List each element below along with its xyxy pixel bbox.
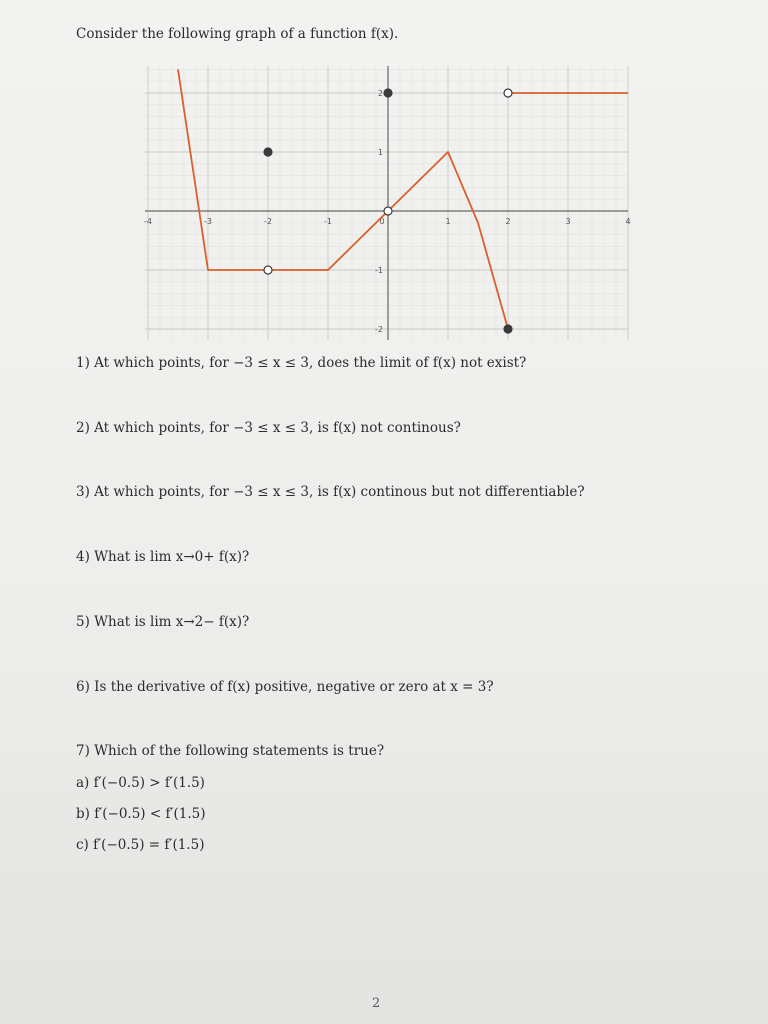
open-point bbox=[504, 89, 512, 97]
question-3: 3) At which points, for −3 ≤ x ≤ 3, is f(x) continous but not differentiable? bbox=[76, 484, 585, 500]
filled-point bbox=[264, 148, 272, 156]
option-b: b) f′(−0.5) < f′(1.5) bbox=[76, 806, 206, 822]
x-tick-label: -2 bbox=[264, 217, 272, 226]
y-tick-label: -1 bbox=[375, 266, 383, 275]
question-6: 6) Is the derivative of f(x) positive, negative or zero at x = 3? bbox=[76, 679, 494, 695]
x-tick-label: 2 bbox=[505, 217, 511, 226]
x-tick-label: 1 bbox=[445, 217, 451, 226]
question-4: 4) What is lim x→0+ f(x)? bbox=[76, 549, 250, 565]
question-5: 5) What is lim x→2− f(x)? bbox=[76, 614, 250, 630]
page-title: Consider the following graph of a function f(x). bbox=[76, 26, 399, 42]
function-graph bbox=[0, 0, 768, 360]
y-tick-label: 2 bbox=[377, 89, 383, 98]
question-7: 7) Which of the following statements is true? bbox=[76, 743, 385, 759]
question-1: 1) At which points, for −3 ≤ x ≤ 3, does the limit of f(x) not exist? bbox=[76, 355, 527, 371]
axes bbox=[145, 66, 631, 340]
option-c: c) f′(−0.5) = f′(1.5) bbox=[76, 837, 205, 853]
grid-minor bbox=[145, 66, 631, 340]
y-tick-label: 1 bbox=[377, 148, 383, 157]
open-point bbox=[264, 266, 272, 274]
x-tick-label: 3 bbox=[565, 217, 571, 226]
filled-point bbox=[504, 325, 512, 333]
x-tick-label: -3 bbox=[204, 217, 212, 226]
x-tick-label: 4 bbox=[625, 217, 631, 226]
grid-major bbox=[145, 66, 631, 340]
question-2: 2) At which points, for −3 ≤ x ≤ 3, is f(x) not continous? bbox=[76, 420, 461, 436]
filled-point bbox=[384, 89, 392, 97]
page-number: 2 bbox=[372, 996, 381, 1011]
x-tick-label: -1 bbox=[324, 217, 332, 226]
x-tick-label: 0 bbox=[379, 217, 385, 226]
y-tick-label: -2 bbox=[375, 325, 383, 334]
x-tick-label: -4 bbox=[144, 217, 152, 226]
open-point bbox=[384, 207, 392, 215]
option-a: a) f′(−0.5) > f′(1.5) bbox=[76, 775, 205, 791]
